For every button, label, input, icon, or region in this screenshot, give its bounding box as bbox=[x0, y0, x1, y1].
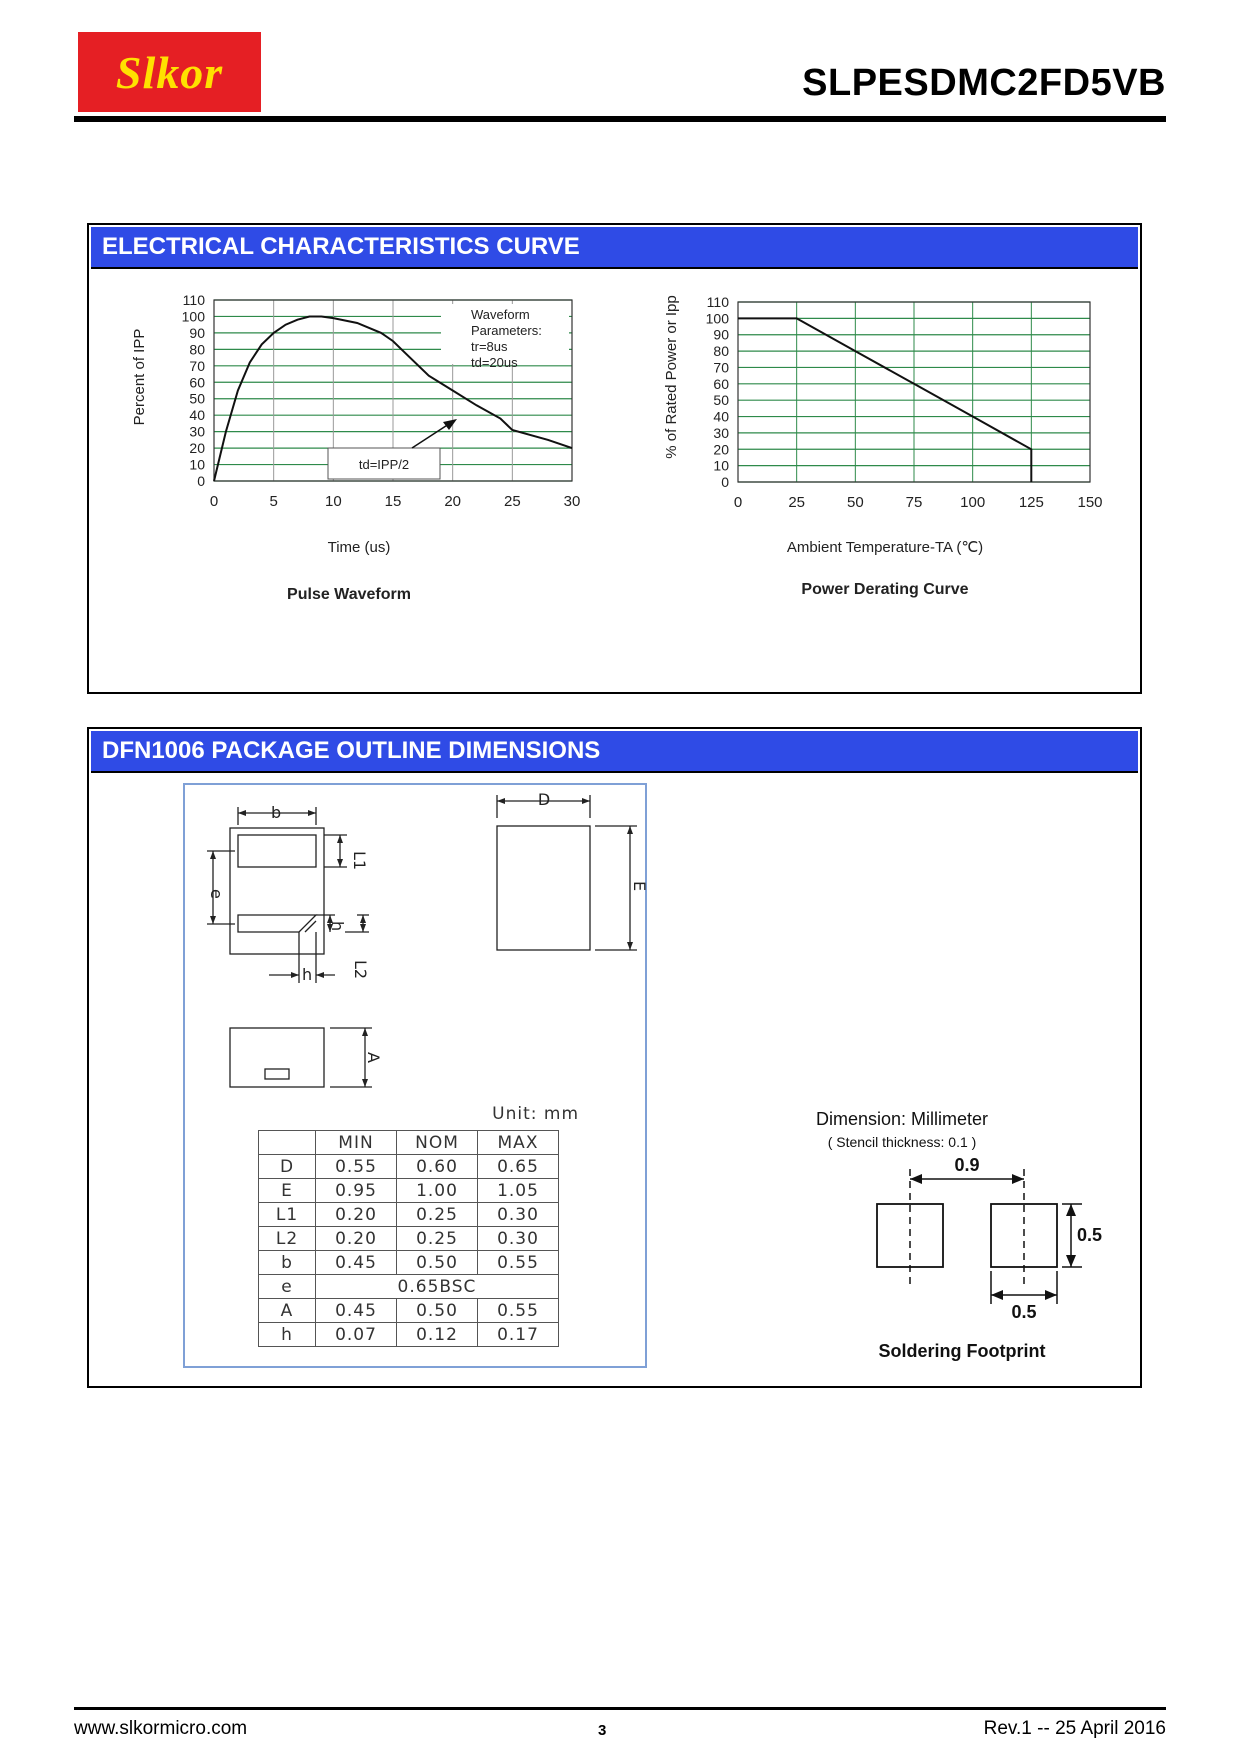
footprint-height: 0.5 bbox=[1077, 1225, 1103, 1245]
label-l1: L1 bbox=[350, 851, 369, 871]
footprint-arrowheads bbox=[910, 1174, 1076, 1300]
label-b: b bbox=[271, 803, 282, 822]
max-cell: 0.30 bbox=[478, 1227, 559, 1251]
package-drawing-frame bbox=[183, 783, 647, 1368]
x-tick-label: 20 bbox=[444, 493, 462, 510]
y-tick-label: 30 bbox=[189, 423, 205, 440]
characteristic-charts bbox=[89, 269, 1138, 689]
min-cell: 0.45 bbox=[316, 1299, 397, 1323]
footer-rule bbox=[74, 1707, 1166, 1710]
y-tick-label: 70 bbox=[189, 357, 205, 374]
waveform-annotation: td=IPP/2 bbox=[358, 457, 410, 472]
table-row bbox=[259, 1179, 559, 1203]
x-tick-label: 15 bbox=[384, 493, 402, 510]
x-tick-label: 5 bbox=[269, 493, 278, 510]
nom-cell: 0.50 bbox=[397, 1251, 478, 1275]
y-tick-label: 80 bbox=[189, 341, 205, 358]
min-cell: 0.20 bbox=[316, 1203, 397, 1227]
chart-caption: Pulse Waveform bbox=[287, 586, 411, 603]
x-tick-label: 125 bbox=[1018, 494, 1044, 511]
header-rule bbox=[74, 116, 1166, 122]
label-a: A bbox=[364, 1052, 383, 1063]
max-cell: 0.30 bbox=[478, 1203, 559, 1227]
y-tick-label: 70 bbox=[713, 359, 729, 376]
x-tick-label: 0 bbox=[209, 493, 219, 510]
footprint-pitch: 0.9 bbox=[954, 1155, 980, 1175]
y-tick-label: 50 bbox=[189, 390, 205, 407]
table-row bbox=[259, 1299, 559, 1323]
param-cell: e bbox=[259, 1275, 316, 1299]
x-axis-label: Ambient Temperature-TA (℃) bbox=[786, 539, 984, 556]
footer-website: www.slkormicro.com bbox=[74, 1718, 248, 1739]
label-h: h bbox=[302, 965, 313, 984]
y-tick-label: 20 bbox=[189, 440, 205, 457]
footprint-caption: Soldering Footprint bbox=[878, 1341, 1046, 1361]
pad-top bbox=[238, 835, 316, 867]
max-cell: 0.65 bbox=[478, 1155, 559, 1179]
y-tick-label: 60 bbox=[713, 375, 729, 392]
y-tick-label: 40 bbox=[189, 407, 205, 424]
param-cell: D bbox=[259, 1155, 316, 1179]
x-tick-label: 0 bbox=[733, 494, 743, 511]
table-row bbox=[259, 1203, 559, 1227]
x-tick-label: 50 bbox=[846, 494, 864, 511]
y-tick-label: 10 bbox=[189, 456, 205, 473]
pad-bottom bbox=[238, 915, 316, 932]
x-tick-label: 25 bbox=[788, 494, 806, 511]
table-row bbox=[259, 1251, 559, 1275]
nom-cell: 0.50 bbox=[397, 1299, 478, 1323]
footprint-title: Dimension: Millimeter bbox=[815, 1109, 989, 1129]
param-cell: L2 bbox=[259, 1227, 316, 1251]
y-tick-label: 0 bbox=[721, 474, 729, 490]
package-outline-drawing bbox=[185, 785, 649, 1125]
max-cell: 0.55 bbox=[478, 1251, 559, 1275]
min-cell: 0.45 bbox=[316, 1251, 397, 1275]
param-cell: b bbox=[259, 1251, 316, 1275]
soldering-footprint-drawing bbox=[779, 1099, 1103, 1369]
waveform-annotation: td=20us bbox=[471, 355, 518, 370]
table-header-row bbox=[259, 1131, 559, 1155]
annotation-arrowhead bbox=[443, 419, 457, 430]
param-cell: A bbox=[259, 1299, 316, 1323]
nom-cell: 0.25 bbox=[397, 1203, 478, 1227]
nom-cell: 1.00 bbox=[397, 1179, 478, 1203]
y-tick-label: 30 bbox=[713, 424, 729, 441]
y-tick-label: 80 bbox=[713, 343, 729, 360]
min-cell: 0.55 bbox=[316, 1155, 397, 1179]
table-header: NOM bbox=[397, 1131, 478, 1155]
table-row bbox=[259, 1227, 559, 1251]
footprint-width: 0.5 bbox=[1011, 1302, 1037, 1322]
table-header bbox=[259, 1131, 316, 1155]
y-tick-label: 100 bbox=[181, 308, 205, 325]
x-axis-label: Time (us) bbox=[327, 539, 391, 556]
y-tick-label: 10 bbox=[713, 457, 729, 474]
y-tick-label: 110 bbox=[706, 294, 729, 310]
footer-page-number: 3 bbox=[598, 1722, 607, 1739]
y-axis-label: % of Rated Power or Ipp bbox=[663, 295, 680, 459]
x-tick-label: 150 bbox=[1077, 494, 1103, 511]
bottom-view-body bbox=[230, 828, 324, 954]
table-row bbox=[259, 1275, 559, 1299]
waveform-annotation: Parameters: bbox=[471, 323, 542, 338]
y-tick-label: 50 bbox=[713, 392, 729, 409]
param-cell: E bbox=[259, 1179, 316, 1203]
table-row bbox=[259, 1155, 559, 1179]
min-cell: 0.07 bbox=[316, 1323, 397, 1347]
label-h-vertical: h bbox=[328, 921, 347, 932]
logo-text: Slkor bbox=[115, 46, 224, 98]
package-outline-section bbox=[87, 727, 1142, 1388]
section-title: ELECTRICAL CHARACTERISTICS CURVE bbox=[91, 227, 1138, 269]
max-cell: 1.05 bbox=[478, 1179, 559, 1203]
side-view-body bbox=[230, 1028, 324, 1087]
electrical-characteristics-section bbox=[87, 223, 1142, 694]
x-tick-label: 100 bbox=[960, 494, 986, 511]
footer-revision: Rev.1 -- 25 April 2016 bbox=[983, 1718, 1166, 1739]
param-cell: L1 bbox=[259, 1203, 316, 1227]
min-cell: 0.95 bbox=[316, 1179, 397, 1203]
top-view-body bbox=[497, 826, 590, 950]
table-row bbox=[259, 1323, 559, 1347]
y-tick-label: 20 bbox=[713, 441, 729, 458]
nom-cell: 0.12 bbox=[397, 1323, 478, 1347]
dimension-table bbox=[258, 1130, 559, 1347]
label-e-upper: E bbox=[630, 881, 649, 892]
waveform-annotation: tr=8us bbox=[471, 339, 508, 354]
merged-cell: 0.65BSC bbox=[316, 1275, 559, 1299]
unit-label: Unit: mm bbox=[492, 1104, 579, 1124]
x-tick-label: 30 bbox=[563, 493, 581, 510]
part-number: SLPESDMC2FD5VB bbox=[802, 62, 1166, 104]
y-axis-label: Percent of IPP bbox=[131, 328, 148, 426]
min-cell: 0.20 bbox=[316, 1227, 397, 1251]
y-tick-label: 60 bbox=[189, 374, 205, 391]
label-e: e bbox=[207, 889, 226, 899]
waveform-annotation: Waveform bbox=[471, 307, 530, 322]
dimension-arrowheads bbox=[210, 798, 633, 1087]
max-cell: 0.55 bbox=[478, 1299, 559, 1323]
label-d: D bbox=[537, 790, 551, 809]
x-tick-label: 25 bbox=[503, 493, 521, 510]
label-l2: L2 bbox=[351, 960, 370, 980]
nom-cell: 0.25 bbox=[397, 1227, 478, 1251]
table-header: MAX bbox=[478, 1131, 559, 1155]
y-tick-label: 90 bbox=[713, 326, 729, 343]
section-title: DFN1006 PACKAGE OUTLINE DIMENSIONS bbox=[91, 731, 1138, 773]
y-tick-label: 110 bbox=[182, 292, 205, 308]
chart-caption: Power Derating Curve bbox=[801, 581, 969, 598]
footprint-subtitle: ( Stencil thickness: 0.1 ) bbox=[827, 1134, 977, 1150]
param-cell: h bbox=[259, 1323, 316, 1347]
max-cell: 0.17 bbox=[478, 1323, 559, 1347]
nom-cell: 0.60 bbox=[397, 1155, 478, 1179]
x-tick-label: 10 bbox=[324, 493, 342, 510]
y-tick-label: 0 bbox=[197, 473, 205, 489]
y-tick-label: 90 bbox=[189, 324, 205, 341]
x-tick-label: 75 bbox=[905, 494, 923, 511]
table-header: MIN bbox=[316, 1131, 397, 1155]
y-tick-label: 40 bbox=[713, 408, 729, 425]
y-tick-label: 100 bbox=[705, 310, 729, 327]
slkor-logo bbox=[78, 32, 261, 112]
